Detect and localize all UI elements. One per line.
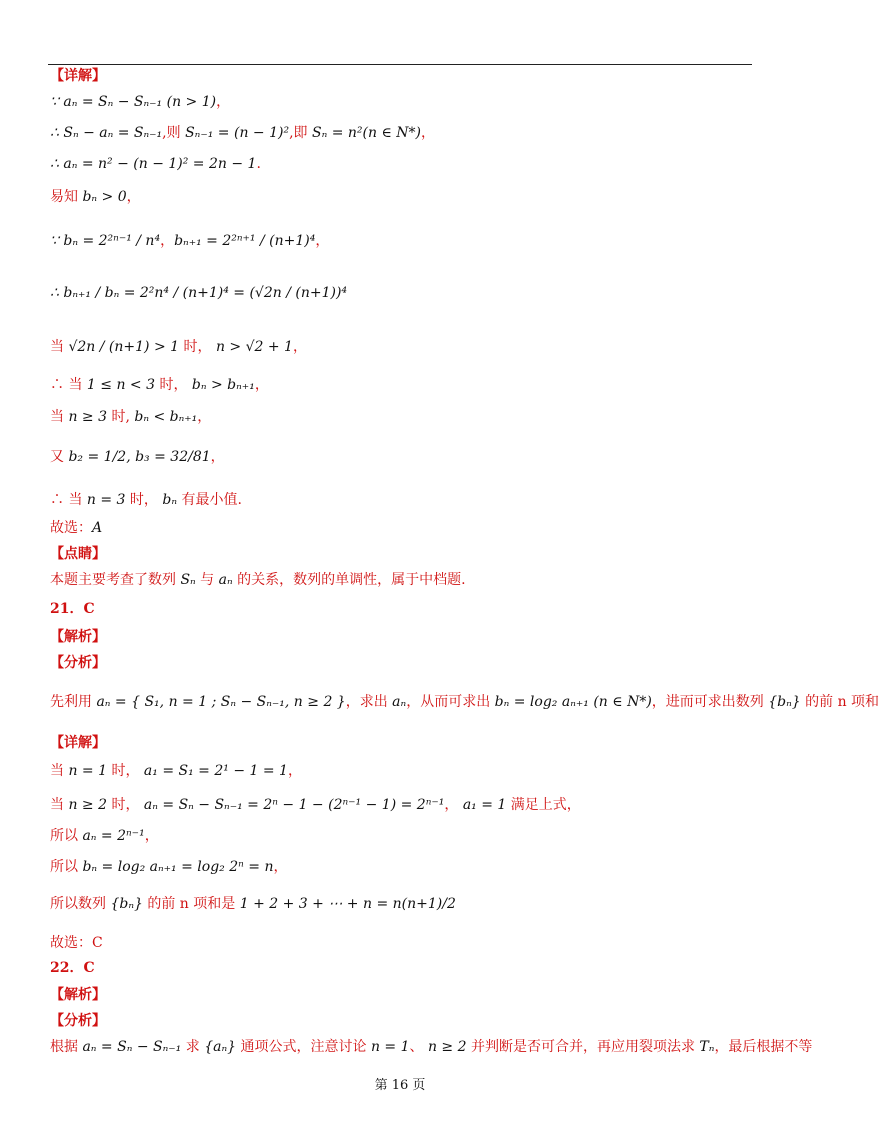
text-span: ，从而可求出 xyxy=(406,694,495,710)
math-expression: {aₙ} xyxy=(204,1039,237,1055)
text-span: . xyxy=(256,156,261,172)
math-expression: aₙ = 2ⁿ⁻¹ xyxy=(82,828,145,844)
text-line xyxy=(50,958,95,978)
text-span: 先利用 xyxy=(50,694,97,710)
text-span: ， xyxy=(197,409,212,425)
text-span: 故选：C xyxy=(50,935,103,951)
text-span: ∴ 当 xyxy=(50,492,87,508)
section-heading: 【详解】 xyxy=(50,68,106,84)
text-line xyxy=(50,337,307,357)
text-span: ， xyxy=(444,797,463,813)
text-line xyxy=(50,826,159,846)
math-expression: n = 1 xyxy=(370,1039,410,1055)
text-line xyxy=(50,857,287,877)
math-expression: b₂ = 1/2, b₃ = 32/81 xyxy=(68,449,211,465)
text-span: ， xyxy=(216,94,231,110)
text-span: ∴ 当 xyxy=(50,377,87,393)
text-span: 时， xyxy=(125,492,163,508)
math-expression: Sₙ = n²(n ∈ N*) xyxy=(311,125,421,141)
text-span: 并判断是否可合并，再应用裂项法求 xyxy=(466,1039,700,1055)
text-span: 当 xyxy=(50,409,69,425)
math-expression: ∴ aₙ = n² − (n − 1)² = 2n − 1 xyxy=(50,156,257,172)
text-span: ， xyxy=(160,233,175,249)
text-span: 、 xyxy=(409,1039,428,1055)
section-heading: 【分析】 xyxy=(50,1013,106,1029)
text-span: 满足上式， xyxy=(506,797,581,813)
text-span: 通项公式，注意讨论 xyxy=(236,1039,371,1055)
text-line xyxy=(50,1011,106,1031)
header-rule xyxy=(48,64,752,65)
text-span: ,则 xyxy=(162,125,186,141)
section-heading: 22．C xyxy=(50,960,95,976)
text-span: ， xyxy=(254,377,269,393)
text-span: 的关系，数列的单调性，属于中档题. xyxy=(232,572,466,588)
text-line xyxy=(50,599,95,619)
text-span: 所以 xyxy=(50,859,83,875)
text-line xyxy=(50,187,141,207)
section-heading: 【解析】 xyxy=(50,987,106,1003)
text-line xyxy=(50,733,106,753)
text-span: 时， xyxy=(107,797,144,813)
text-span: 时， xyxy=(155,377,192,393)
text-span: 所以 xyxy=(50,828,83,844)
text-span: ， xyxy=(420,125,435,141)
text-line xyxy=(50,154,261,174)
math-expression: {bₙ} xyxy=(768,694,801,710)
text-span: ， xyxy=(126,189,141,205)
math-expression: n = 1 xyxy=(68,763,108,779)
text-line xyxy=(50,570,466,590)
text-line xyxy=(50,375,269,395)
text-line xyxy=(50,544,106,564)
text-span: 易知 xyxy=(50,189,83,205)
math-expression: 1 + 2 + 3 + ⋯ + n = n(n+1)/2 xyxy=(239,896,456,912)
text-line xyxy=(50,894,456,914)
section-heading: 【详解】 xyxy=(50,735,106,751)
math-expression: {bₙ} xyxy=(110,896,143,912)
text-line xyxy=(50,407,211,427)
text-span: ， xyxy=(315,233,330,249)
text-span: ，进而可求出数列 xyxy=(651,694,769,710)
text-line xyxy=(50,761,302,781)
text-span: ,即 xyxy=(289,125,312,141)
math-expression: bₙ = log₂ aₙ₊₁ = log₂ 2ⁿ = n xyxy=(82,859,274,875)
math-expression: n ≥ 3 xyxy=(68,409,108,425)
text-span: 故选： xyxy=(50,520,92,536)
text-line xyxy=(50,447,225,467)
math-expression: aₙ = { S₁, n = 1 ; Sₙ − Sₙ₋₁, n ≥ 2 } xyxy=(96,694,346,710)
text-span: 所以数列 xyxy=(50,896,111,912)
text-span: 时， xyxy=(107,763,144,779)
math-expression: Tₙ xyxy=(699,1039,715,1055)
math-expression: aₙ xyxy=(392,694,407,710)
math-expression: n = 3 xyxy=(86,492,126,508)
text-span: ， xyxy=(273,859,288,875)
math-expression: ∴ bₙ₊₁ / bₙ = 2²n⁴ / (n+1)⁴ = (√2n / (n+1))⁴ xyxy=(50,285,348,301)
text-span: 有最小值. xyxy=(177,492,242,508)
text-line xyxy=(50,123,435,143)
text-span: 又 xyxy=(50,449,69,465)
math-expression: a₁ = S₁ = 2¹ − 1 = 1 xyxy=(143,763,288,779)
text-line xyxy=(50,231,329,251)
text-span: 当 xyxy=(50,763,69,779)
math-expression: bₙ < bₙ₊₁ xyxy=(134,409,198,425)
text-span: ， xyxy=(210,449,225,465)
math-expression: n ≥ 2 xyxy=(68,797,108,813)
text-span: 当 xyxy=(50,797,69,813)
text-span: ， xyxy=(144,828,159,844)
page-number: 第 16 页 xyxy=(374,1078,426,1093)
math-expression: a₁ = 1 xyxy=(462,797,507,813)
math-expression: aₙ = Sₙ − Sₙ₋₁ = 2ⁿ − 1 − (2ⁿ⁻¹ − 1) = 2ⁿ⁻¹ xyxy=(143,797,445,813)
text-span: ， xyxy=(287,763,302,779)
text-line xyxy=(50,985,106,1005)
math-expression: Sₙ xyxy=(180,572,196,588)
text-line xyxy=(50,283,347,303)
math-expression: n > √2 + 1 xyxy=(215,339,293,355)
text-span: 的前 n 项和是 xyxy=(142,896,240,912)
text-line xyxy=(50,627,106,647)
math-expression: aₙ xyxy=(218,572,233,588)
math-expression: n ≥ 2 xyxy=(427,1039,467,1055)
text-span: ， xyxy=(292,339,307,355)
math-expression: bₙ = log₂ aₙ₊₁ (n ∈ N*) xyxy=(494,694,652,710)
text-span: ，求出 xyxy=(345,694,393,710)
math-expression: Sₙ₋₁ = (n − 1)² xyxy=(185,125,290,141)
math-expression: aₙ = Sₙ − Sₙ₋₁ xyxy=(82,1039,182,1055)
text-line xyxy=(50,692,879,712)
math-expression: bₙ xyxy=(162,492,178,508)
math-expression: 1 ≤ n < 3 xyxy=(86,377,155,393)
text-span: 根据 xyxy=(50,1039,83,1055)
section-heading: 【解析】 xyxy=(50,629,106,645)
text-span: 的前 n 项和 xyxy=(800,694,879,710)
text-span: 时, xyxy=(107,409,135,425)
section-heading: 【分析】 xyxy=(50,655,106,671)
text-line xyxy=(50,66,106,86)
math-expression: ∵ aₙ = Sₙ − Sₙ₋₁ (n > 1) xyxy=(50,94,217,110)
text-span: 当 xyxy=(50,339,69,355)
text-span: 本题主要考查了数列 xyxy=(50,572,181,588)
math-expression: ∵ bₙ = 2²ⁿ⁻¹ / n⁴ xyxy=(50,233,161,249)
text-line xyxy=(50,490,242,510)
text-span: ，最后根据不等 xyxy=(714,1039,813,1055)
math-expression: bₙ > 0 xyxy=(82,189,127,205)
math-expression: √2n / (n+1) > 1 xyxy=(68,339,180,355)
text-span: 求 xyxy=(181,1039,205,1055)
text-span: 与 xyxy=(195,572,219,588)
math-expression: bₙ₊₁ = 2²ⁿ⁺¹ / (n+1)⁴ xyxy=(174,233,316,249)
text-line xyxy=(50,653,106,673)
section-heading: 【点睛】 xyxy=(50,546,106,562)
text-line xyxy=(50,518,102,538)
text-span: 时， xyxy=(179,339,216,355)
math-expression: bₙ > bₙ₊₁ xyxy=(191,377,255,393)
math-expression: ∴ Sₙ − aₙ = Sₙ₋₁ xyxy=(50,125,163,141)
section-heading: 21．C xyxy=(50,601,95,617)
text-line xyxy=(50,795,581,815)
text-line xyxy=(50,1037,812,1057)
text-line xyxy=(50,933,103,953)
math-expression: A xyxy=(92,520,103,536)
text-line xyxy=(50,92,230,112)
